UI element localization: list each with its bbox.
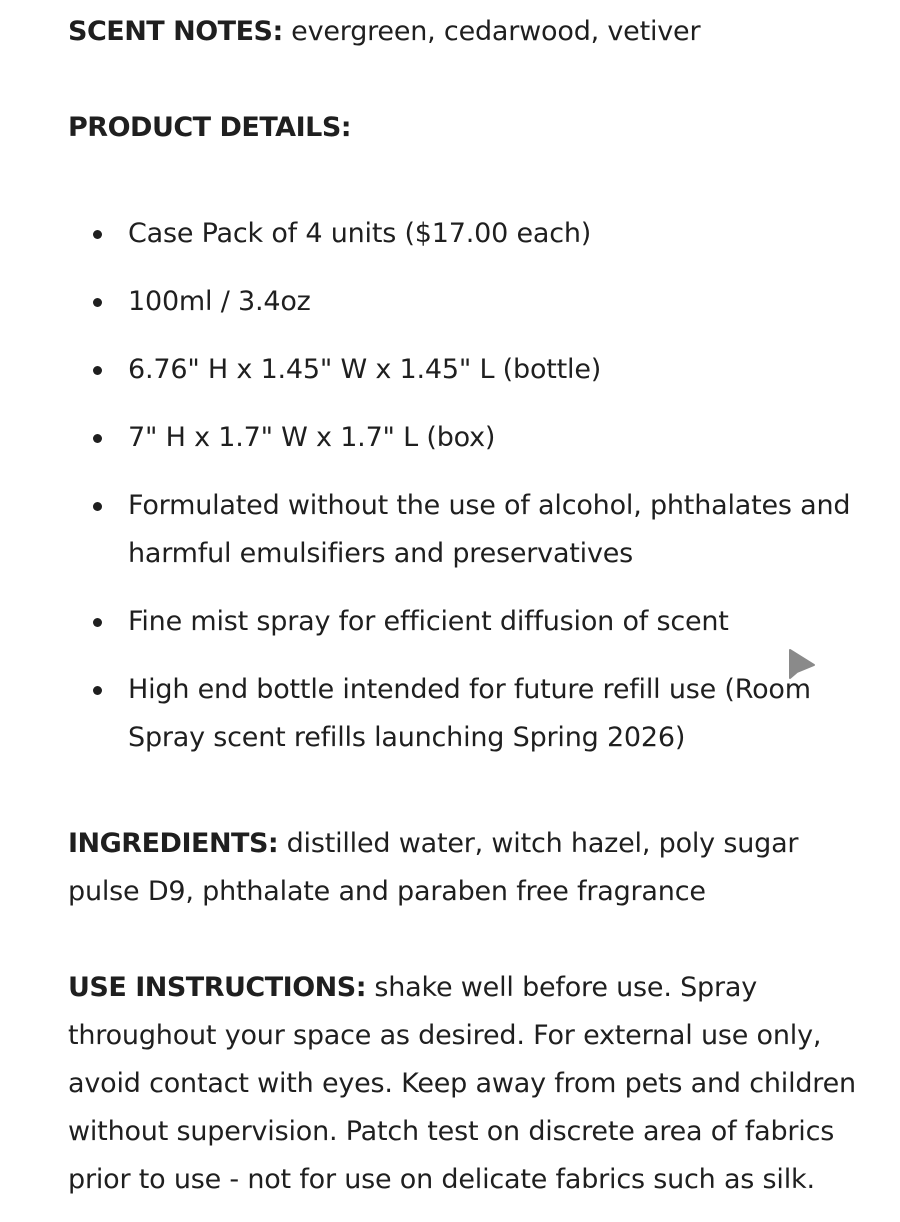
list-item-text: 100ml / 3.4oz bbox=[128, 286, 311, 317]
list-item bbox=[68, 482, 868, 578]
bullet-icon bbox=[93, 502, 102, 511]
scent-notes bbox=[68, 8, 868, 56]
list-item bbox=[68, 414, 868, 462]
list-item-text: Fine mist spray for efficient diffusion of scent bbox=[128, 606, 729, 637]
ingredients bbox=[68, 820, 828, 916]
scent-notes-text: evergreen, cedarwood, vetiver bbox=[282, 16, 701, 47]
mouse-pointer-icon bbox=[788, 648, 816, 682]
list-item-text: Formulated without the use of alcohol, phthalates and harmful emulsifiers and preservatives bbox=[128, 490, 851, 569]
use-instructions-label: USE INSTRUCTIONS: bbox=[68, 972, 367, 1003]
use-instructions bbox=[68, 964, 868, 1204]
bullet-icon bbox=[93, 686, 102, 695]
bullet-icon bbox=[93, 434, 102, 443]
bullet-icon bbox=[93, 618, 102, 627]
list-item bbox=[68, 666, 868, 762]
bullet-icon bbox=[93, 298, 102, 307]
list-item-text: 7" H x 1.7" W x 1.7" L (box) bbox=[128, 422, 496, 453]
list-item bbox=[68, 210, 868, 258]
list-item bbox=[68, 346, 868, 394]
list-item-text: Case Pack of 4 units ($17.00 each) bbox=[128, 218, 592, 249]
ingredients-label: INGREDIENTS: bbox=[68, 828, 279, 859]
use-instructions-text: shake well before use. Spray throughout your space as desired. For external use only, avoid contact with eyes. Keep away from pets and children without supervision. Patch test on discrete area of fabrics prior to use - not for use on delicate fabrics such as silk. bbox=[68, 972, 856, 1195]
product-details-heading: PRODUCT DETAILS: bbox=[68, 112, 352, 143]
list-item bbox=[68, 278, 868, 326]
bullet-icon bbox=[93, 366, 102, 375]
list-item-text: High end bottle intended for future refill use (Room Spray scent refills launching Spring 2026) bbox=[128, 674, 811, 753]
list-item-text: 6.76" H x 1.45" W x 1.45" L (bottle) bbox=[128, 354, 602, 385]
product-details-list bbox=[68, 210, 868, 782]
bullet-icon bbox=[93, 230, 102, 239]
scent-notes-label: SCENT NOTES: bbox=[68, 16, 283, 47]
ingredients-text: distilled water, witch hazel, poly sugar pulse D9, phthalate and paraben free fragrance bbox=[68, 828, 799, 907]
list-item bbox=[68, 598, 868, 646]
